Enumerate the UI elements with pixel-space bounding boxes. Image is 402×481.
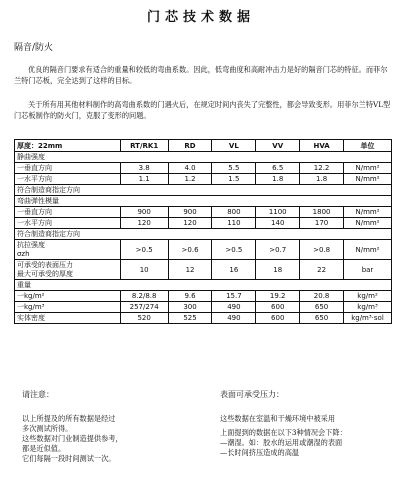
row-label-line: 最大可承受的厚度 xyxy=(17,269,73,278)
section-label: 弯曲弹性模量 xyxy=(15,196,392,207)
value-cell: 900 xyxy=(120,207,168,218)
intro-paragraph-1: 优良的隔音门要求有适合的重量和较低的弯曲系数。因此，低弯曲度和高耐冲击力是好的隔音门芯的特征。而菲尔兰特门芯板，完全达到了这样的目标。 xyxy=(14,65,388,85)
row-label: 一垂直方向 xyxy=(15,207,121,218)
value-cell: 170 xyxy=(300,218,344,229)
row-label: 一水平方向 xyxy=(15,174,121,185)
value-cell: >0.6 xyxy=(168,240,212,260)
header-cell: 单位 xyxy=(344,140,392,152)
value-cell: >0.8 xyxy=(300,240,344,260)
value-cell: 4.0 xyxy=(168,163,212,174)
value-cell: 140 xyxy=(256,218,300,229)
notes-right-line: —长时间挤压造成的高温 xyxy=(220,448,300,457)
value-cell: 12 xyxy=(168,260,212,280)
value-cell: 22 xyxy=(300,260,344,280)
notes-left-line: 它们每隔一段时间测试一次。 xyxy=(22,454,116,463)
section-label: 重量 xyxy=(15,280,392,291)
unit-cell: N/mm² xyxy=(344,218,392,229)
row-label: 一水平方向 xyxy=(15,218,121,229)
section-subtitle: 隔音/防火 xyxy=(14,43,54,53)
notes-right-line: —潮湿。如：胶水的运用或潮湿的表面 xyxy=(220,438,343,447)
value-cell: >0.5 xyxy=(212,240,256,260)
value-cell: >0.5 xyxy=(120,240,168,260)
notes-right-title: 表面可承受压力： xyxy=(220,390,284,399)
row-label: 一kg/m³ xyxy=(15,302,121,313)
header-cell: VL xyxy=(212,140,256,152)
notes-right-line: 上面提到的数据在以下3种情况会下降： xyxy=(220,428,347,437)
table-row xyxy=(15,174,392,185)
value-cell: 490 xyxy=(212,313,256,324)
value-cell: 19.2 xyxy=(256,291,300,302)
value-cell: 1.5 xyxy=(212,174,256,185)
table-row xyxy=(15,260,392,280)
notes-left-line: 都是近似值。 xyxy=(22,444,66,453)
unit-cell: N/mm² xyxy=(344,163,392,174)
table-row xyxy=(15,291,392,302)
value-cell: 20.8 xyxy=(300,291,344,302)
notes-left-line: 多次测试所得。 xyxy=(22,424,73,433)
value-cell: 900 xyxy=(168,207,212,218)
value-cell: 3.8 xyxy=(120,163,168,174)
page-title: 门芯技术数据 xyxy=(146,10,255,25)
direction-note: 符合制造商指定方向 xyxy=(15,229,392,240)
value-cell: 120 xyxy=(120,218,168,229)
value-cell: 600 xyxy=(256,313,300,324)
value-cell: 300 xyxy=(168,302,212,313)
direction-note: 符合制造商指定方向 xyxy=(15,185,392,196)
table-row xyxy=(15,185,392,196)
value-cell: 525 xyxy=(168,313,212,324)
table-row xyxy=(15,240,392,260)
unit-cell: N/mm² xyxy=(344,207,392,218)
value-cell: 9.6 xyxy=(168,291,212,302)
unit-cell: N/mm² xyxy=(344,240,392,260)
value-cell: 1800 xyxy=(300,207,344,218)
value-cell: 120 xyxy=(168,218,212,229)
value-cell: 18 xyxy=(256,260,300,280)
value-cell: 5.5 xyxy=(212,163,256,174)
value-cell: 12.2 xyxy=(300,163,344,174)
table-row xyxy=(15,229,392,240)
value-cell: 16 xyxy=(212,260,256,280)
value-cell: 1.1 xyxy=(120,174,168,185)
value-cell: 6.5 xyxy=(256,163,300,174)
header-thickness: 厚度：22mm xyxy=(15,140,121,152)
unit-cell: bar xyxy=(344,260,392,280)
section-label: 静曲强度 xyxy=(15,152,392,163)
row-label-line: 可承受的表面压力 xyxy=(17,260,73,269)
row-label: 一垂直方向 xyxy=(15,163,121,174)
value-cell: 650 xyxy=(300,302,344,313)
intro-paragraph-2: 关于所有用其他材料制作的高弯曲系数的门遇火后，在规定时间内丧失了完整性，都会导致变形。用菲尔兰特VL型门芯板制作的防火门，克服了变形的问题。 xyxy=(14,100,391,120)
value-cell: 800 xyxy=(212,207,256,218)
header-cell: VV xyxy=(256,140,300,152)
table-row xyxy=(15,280,392,291)
row-label-line: σzh xyxy=(17,249,30,258)
value-cell: 8.2/8.8 xyxy=(120,291,168,302)
value-cell: 110 xyxy=(212,218,256,229)
table-row xyxy=(15,163,392,174)
value-cell: 650 xyxy=(300,313,344,324)
value-cell: 1.2 xyxy=(168,174,212,185)
value-cell: >0.7 xyxy=(256,240,300,260)
row-label xyxy=(15,260,121,280)
header-cell: HVA xyxy=(300,140,344,152)
row-label xyxy=(15,240,121,260)
table-row xyxy=(15,302,392,313)
table-row xyxy=(15,196,392,207)
notes-right xyxy=(220,414,398,458)
value-cell: 520 xyxy=(120,313,168,324)
notes-left-title: 请注意： xyxy=(22,390,54,399)
value-cell: 15.7 xyxy=(212,291,256,302)
notes-right-line: 这些数据在室温和干燥环境中被采用 xyxy=(220,414,336,423)
table-row xyxy=(15,313,392,324)
value-cell: 1.8 xyxy=(256,174,300,185)
value-cell: 257/274 xyxy=(120,302,168,313)
unit-cell: kg/m² xyxy=(344,291,392,302)
spec-table xyxy=(14,139,392,324)
header-cell: RT/RK1 xyxy=(120,140,168,152)
table-row xyxy=(15,218,392,229)
table-row xyxy=(15,207,392,218)
value-cell: 490 xyxy=(212,302,256,313)
table-row xyxy=(15,152,392,163)
unit-cell: N/mm² xyxy=(344,174,392,185)
value-cell: 600 xyxy=(256,302,300,313)
row-label: 一kg/m² xyxy=(15,291,121,302)
value-cell: 1.8 xyxy=(300,174,344,185)
header-cell: RD xyxy=(168,140,212,152)
unit-cell: kg/m³ xyxy=(344,302,392,313)
notes-left-line: 这些数据对门业制造提供参考， xyxy=(22,434,123,443)
value-cell: 1100 xyxy=(256,207,300,218)
table-header-row xyxy=(15,140,392,152)
notes-left-line: 以上所提及的所有数据是经过 xyxy=(22,414,116,423)
value-cell: 10 xyxy=(120,260,168,280)
unit-cell: kg/m³·sol xyxy=(344,313,392,324)
row-label-line: 抗拉强度 xyxy=(17,240,45,249)
notes-left xyxy=(22,414,202,464)
row-label: 实体密度 xyxy=(15,313,121,324)
